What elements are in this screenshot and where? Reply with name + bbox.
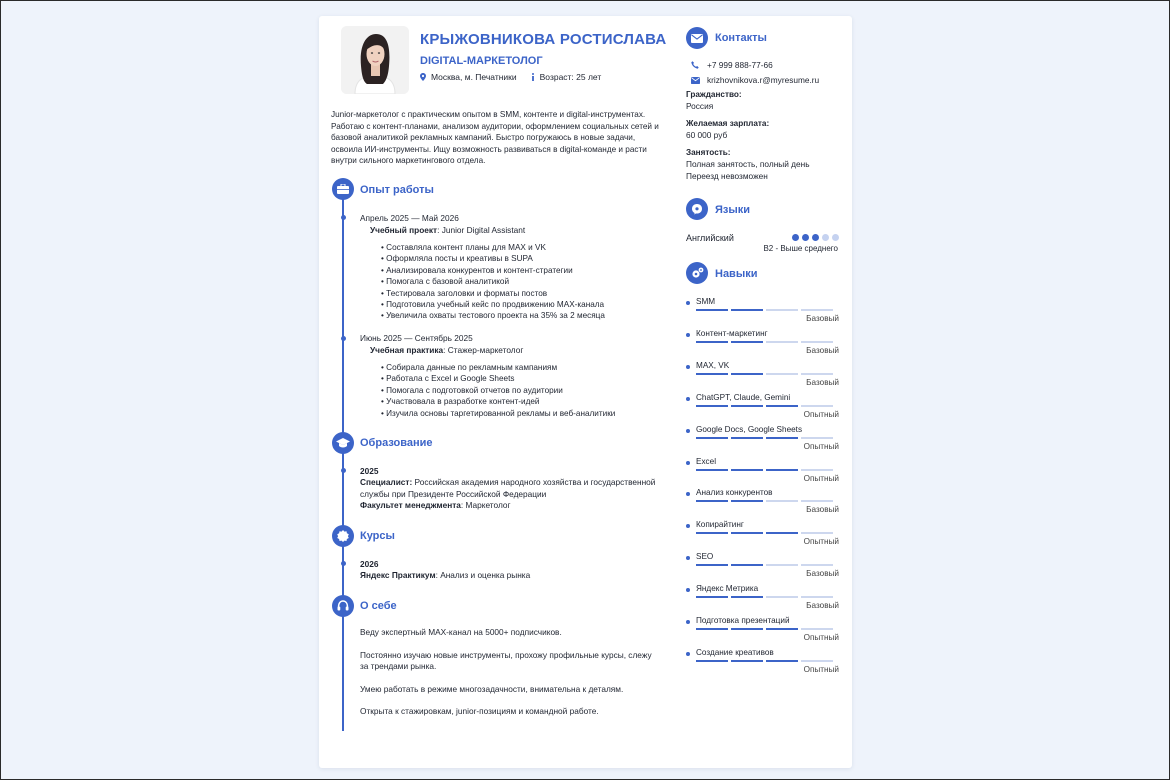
- skill-bar-segment: [766, 532, 798, 534]
- skill-bar-segment: [696, 341, 728, 343]
- skill-bar-segment: [731, 564, 763, 566]
- skill-level: Опытный: [803, 473, 839, 483]
- job-bullets: [381, 242, 605, 322]
- education-title: Образование: [360, 437, 433, 449]
- skill-item: [686, 425, 838, 455]
- job-org: : Стажер-маркетолог: [443, 345, 524, 355]
- employment-value: Полная занятость, полный день: [686, 159, 810, 169]
- degree-text: Российская академия народного хозяйства и государственной службы при Президенте Российской Федерации: [360, 477, 656, 499]
- skill-name: Копирайтинг: [696, 520, 744, 530]
- list-item: • Анализировала конкурентов и контент-стратегии: [381, 265, 605, 276]
- skill-level-bar: [696, 469, 833, 471]
- skill-bar-segment: [801, 564, 833, 566]
- gears-icon: [686, 262, 708, 284]
- about-paragraph: Открыта к стажировкам, junior-позициям и командной работе.: [360, 706, 599, 717]
- skill-bar-segment: [731, 309, 763, 311]
- skill-bar-segment: [801, 500, 833, 502]
- age-text: Возраст: 25 лет: [539, 72, 602, 82]
- skill-name: Контент-маркетинг: [696, 328, 768, 338]
- education-year: 2025: [360, 466, 379, 476]
- skill-level-bar: [696, 628, 833, 630]
- skill-level-bar: [696, 373, 833, 375]
- skill-item: [686, 488, 838, 518]
- skill-bar-segment: [731, 500, 763, 502]
- skill-bar-segment: [696, 660, 728, 662]
- list-item: • Помогала с базовой аналитикой: [381, 276, 605, 287]
- skill-bar-segment: [801, 628, 833, 630]
- faculty-label: Факультет менеджмента: [360, 499, 461, 510]
- timeline-dot: [341, 468, 346, 473]
- skill-item: [686, 297, 838, 327]
- skill-item: [686, 329, 838, 359]
- list-item: • Тестировала заголовки и форматы постов: [381, 288, 605, 299]
- skill-level-bar: [696, 341, 833, 343]
- phone-icon: [690, 61, 700, 69]
- timeline-dot: [341, 561, 346, 566]
- skill-name: Excel: [696, 456, 717, 466]
- citizenship-value: Россия: [686, 101, 714, 111]
- skill-bar-segment: [766, 628, 798, 630]
- skill-item: [686, 552, 838, 582]
- languages-title: Языки: [715, 204, 751, 216]
- skill-bar-segment: [766, 660, 798, 662]
- skill-bar-segment: [731, 437, 763, 439]
- skill-name: Анализ конкурентов: [696, 488, 773, 498]
- job-label: Учебная практика: [370, 345, 444, 355]
- skill-item: [686, 648, 838, 678]
- skill-bullet: [686, 556, 690, 560]
- skill-bullet: [686, 652, 690, 656]
- level-dot: [812, 234, 819, 241]
- skill-bar-segment: [696, 469, 728, 471]
- salary-value: 60 000 руб: [686, 130, 728, 140]
- skill-bar-segment: [801, 596, 833, 598]
- about-paragraph: Веду экспертный MAX-канал на 5000+ подписчиков.: [360, 627, 562, 637]
- skill-bar-segment: [696, 596, 728, 598]
- skill-item: [686, 457, 838, 487]
- skill-bullet: [686, 429, 690, 433]
- language-level: B2 - Выше среднего: [763, 244, 838, 253]
- language-icon: [686, 198, 708, 220]
- job-period: Апрель 2025 — Май 2026: [360, 213, 459, 223]
- skill-name: MAX, VK: [696, 360, 730, 370]
- skill-level-bar: [696, 500, 833, 502]
- list-item: • Подготовила учебный кейс по продвижению MAX-канала: [381, 299, 605, 310]
- skill-bar-segment: [801, 309, 833, 311]
- course-name: : Анализ и оценка рынка: [435, 570, 531, 581]
- skill-bar-segment: [696, 373, 728, 375]
- skill-bar-segment: [766, 500, 798, 502]
- level-dot: [822, 234, 829, 241]
- skill-level: Базовый: [806, 345, 839, 355]
- contacts-title: Контакты: [715, 32, 767, 44]
- skill-bar-segment: [696, 564, 728, 566]
- age-item: [531, 72, 602, 82]
- relocation-value: Переезд невозможен: [686, 171, 768, 181]
- skill-level-bar: [696, 564, 833, 566]
- skill-bullet: [686, 461, 690, 465]
- graduation-cap-icon: [332, 432, 354, 454]
- skill-bar-segment: [801, 532, 833, 534]
- badge-icon: [332, 525, 354, 547]
- skill-name: Google Docs, Google Sheets: [696, 424, 803, 434]
- skill-bullet: [686, 333, 690, 337]
- about-title: О себе: [360, 600, 397, 612]
- list-item: • Участвовала в разработке контент-идей: [381, 396, 615, 407]
- envelope-icon: [686, 27, 708, 49]
- skill-level-bar: [696, 596, 833, 598]
- skills-title: Навыки: [715, 268, 758, 280]
- skill-bar-segment: [766, 373, 798, 375]
- skill-name: SEO: [696, 552, 714, 562]
- skill-bullet: [686, 588, 690, 592]
- list-item: • Оформляла посты и креативы в SUPA: [381, 253, 605, 264]
- summary-text: Junior-маркетолог с практическим опытом в SMM, контенте и digital-инструментах. Работаю с контент-планами, анализом аудитории, оформлением социальных сетей и базовой аналитикой рекламных кампаний. Быстро погружаюсь в новые задачи, освоила ИИ-инструменты. Ищу возможность развиваться в digital-команде и расти внутри сильного маркетингового отдела.: [331, 110, 659, 166]
- skill-bar-segment: [801, 405, 833, 407]
- location-item: [420, 72, 517, 82]
- job-org: : Junior Digital Assistant: [437, 225, 526, 235]
- list-item: • Собирала данные по рекламным кампаниям: [381, 362, 615, 373]
- briefcase-icon: [332, 178, 354, 200]
- skill-bar-segment: [696, 628, 728, 630]
- skill-bullet: [686, 365, 690, 369]
- skill-name: SMM: [696, 297, 716, 306]
- course-entry: [360, 559, 670, 582]
- skill-name: Подготовка презентаций: [696, 616, 790, 625]
- skill-bar-segment: [696, 437, 728, 439]
- skill-level: Опытный: [803, 664, 839, 674]
- about-paragraph: Постоянно изучаю новые инструменты, прохожу профильные курсы, слежу за трендами рынка.: [360, 649, 652, 671]
- level-dot: [802, 234, 809, 241]
- skill-name: Создание креативов: [696, 647, 774, 657]
- candidate-name: КРЫЖОВНИКОВА РОСТИСЛАВА: [420, 31, 667, 48]
- timeline-line: [342, 189, 344, 731]
- skill-level: Опытный: [803, 409, 839, 419]
- course-org: Яндекс Практикум: [360, 570, 436, 581]
- headset-icon: [332, 595, 354, 617]
- skill-bullet: [686, 492, 690, 496]
- employment-label: Занятость:: [686, 148, 731, 157]
- location-pin-icon: [420, 73, 426, 81]
- skill-bar-segment: [801, 660, 833, 662]
- skill-bar-segment: [766, 309, 798, 311]
- skill-level: Опытный: [803, 633, 839, 642]
- skill-level: Базовый: [806, 314, 839, 323]
- timeline-dot: [341, 336, 346, 341]
- skill-item: [686, 393, 838, 423]
- skill-level-bar: [696, 660, 833, 662]
- skill-bar-segment: [731, 373, 763, 375]
- skill-name: ChatGPT, Claude, Gemini: [696, 392, 791, 402]
- skill-bar-segment: [696, 500, 728, 502]
- skill-bar-segment: [766, 564, 798, 566]
- phone-contact[interactable]: [690, 60, 773, 70]
- language-name: Английский: [686, 233, 734, 243]
- skill-bar-segment: [696, 309, 728, 311]
- skill-bullet: [686, 524, 690, 528]
- skill-bullet: [686, 397, 690, 401]
- skill-bar-segment: [731, 405, 763, 407]
- skill-level-bar: [696, 309, 833, 311]
- skill-bar-segment: [731, 341, 763, 343]
- education-entry: [360, 466, 670, 511]
- list-item: • Помогала с подготовкой отчетов по аудитории: [381, 385, 615, 396]
- skill-bar-segment: [766, 437, 798, 439]
- skill-bar-segment: [766, 341, 798, 343]
- candidate-meta: [420, 72, 601, 82]
- citizenship-label: Гражданство:: [686, 90, 742, 99]
- skill-item: [686, 520, 838, 550]
- skill-level: Базовый: [806, 569, 839, 579]
- courses-title: Курсы: [360, 530, 395, 542]
- degree-label: Специалист:: [360, 477, 413, 488]
- list-item: • Работала с Excel и Google Sheets: [381, 373, 615, 384]
- skill-item: [686, 361, 838, 391]
- skill-item: [686, 584, 838, 614]
- skill-bar-segment: [801, 469, 833, 471]
- skill-bar-segment: [801, 341, 833, 343]
- skill-name: Яндекс Метрика: [696, 584, 759, 594]
- candidate-position: DIGITAL-МАРКЕТОЛОГ: [420, 55, 543, 67]
- email-contact[interactable]: [690, 75, 819, 85]
- skill-level: Опытный: [803, 537, 839, 547]
- skill-level: Опытный: [803, 441, 839, 451]
- skill-bar-segment: [801, 373, 833, 375]
- skill-bar-segment: [766, 469, 798, 471]
- salary-label: Желаемая зарплата:: [686, 119, 770, 128]
- skill-level: Базовый: [806, 377, 839, 387]
- course-year: 2026: [360, 559, 379, 569]
- job-label: Учебный проект: [370, 225, 438, 235]
- info-icon: [531, 73, 535, 81]
- skill-level: Базовый: [806, 505, 839, 515]
- job-title: [370, 225, 525, 235]
- skill-bar-segment: [696, 405, 728, 407]
- skill-level-bar: [696, 405, 833, 407]
- about-paragraph: Умею работать в режиме многозадачности, внимательна к деталям.: [360, 683, 624, 694]
- level-dot: [792, 234, 799, 241]
- experience-title: Опыт работы: [360, 184, 434, 196]
- skill-item: [686, 616, 838, 646]
- skill-bar-segment: [731, 660, 763, 662]
- skill-bullet: [686, 301, 690, 305]
- language-level-dots: [792, 234, 839, 241]
- profile-photo: [341, 26, 409, 94]
- skill-bar-segment: [801, 437, 833, 439]
- list-item: • Увеличила охваты тестового проекта на 35% за 2 месяца: [381, 310, 605, 321]
- job-bullets: [381, 362, 615, 419]
- resume-sheet: [319, 16, 852, 768]
- skill-bar-segment: [731, 596, 763, 598]
- list-item: • Изучила основы таргетированной рекламы и веб-аналитики: [381, 408, 615, 419]
- list-item: • Составляла контент планы для MAX и VK: [381, 242, 605, 253]
- skill-bar-segment: [766, 596, 798, 598]
- skill-bar-segment: [731, 532, 763, 534]
- mail-icon: [690, 77, 700, 84]
- skill-bullet: [686, 620, 690, 624]
- email-text: krizhovnikova.r@myresume.ru: [707, 75, 820, 85]
- skill-bar-segment: [766, 405, 798, 407]
- job-period: Июнь 2025 — Сентябрь 2025: [360, 333, 473, 343]
- skill-bar-segment: [731, 469, 763, 471]
- skill-bar-segment: [696, 532, 728, 534]
- skill-level-bar: [696, 532, 833, 534]
- skill-level-bar: [696, 437, 833, 439]
- location-text: Москва, м. Печатники: [431, 72, 517, 82]
- timeline-dot: [341, 215, 346, 220]
- faculty-text: : Маркетолог: [460, 499, 511, 510]
- skill-bar-segment: [731, 628, 763, 630]
- skill-level: Базовый: [806, 601, 839, 611]
- about-text: [360, 627, 660, 729]
- phone-text: +7 999 888-77-66: [707, 60, 773, 70]
- level-dot: [832, 234, 839, 241]
- job-title: [370, 345, 523, 355]
